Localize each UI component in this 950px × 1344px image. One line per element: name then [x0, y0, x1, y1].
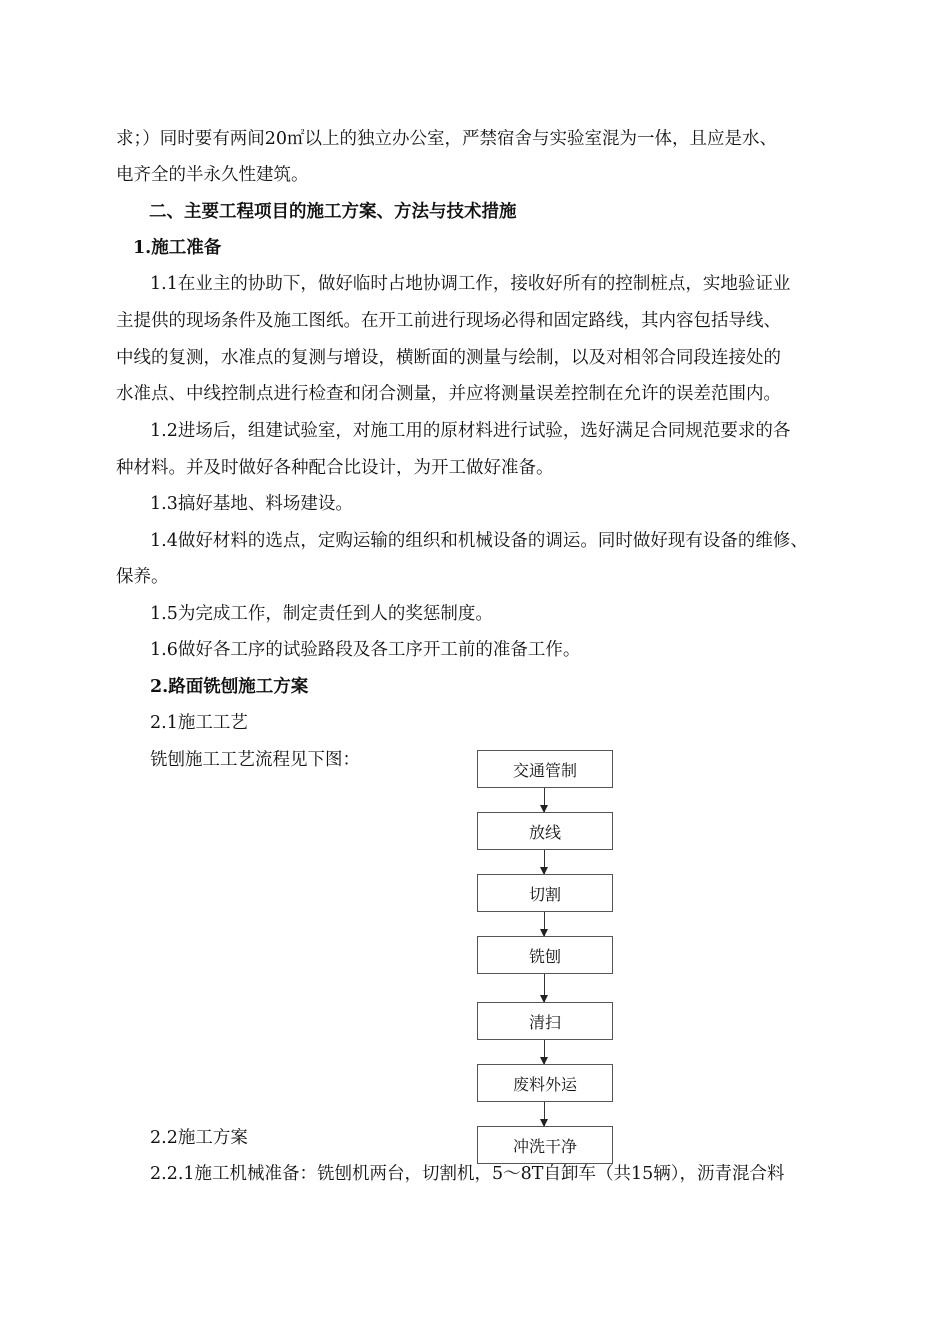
- section-heading: 二、主要工程项目的施工方案、方法与技术措施: [149, 202, 517, 222]
- body-text-line: 1.3搞好基地、料场建设。: [150, 494, 353, 514]
- body-text-line: 2.2施工方案: [150, 1128, 248, 1148]
- body-text-line: 种材料。并及时做好各种配合比设计，为开工做好准备。: [116, 458, 554, 478]
- flow-arrow: [544, 912, 545, 936]
- flow-step: 清扫: [477, 1002, 613, 1040]
- body-text-line: 铣刨施工工艺流程见下图：: [150, 750, 360, 770]
- flow-arrow: [544, 974, 545, 1002]
- body-text-line: 电齐全的半永久性建筑。: [116, 165, 309, 185]
- body-text-line: 主提供的现场条件及施工图纸。在开工前进行现场必得和固定路线，其内容包括导线、: [116, 311, 781, 331]
- flow-step: 切割: [477, 874, 613, 912]
- flow-step: 交通管制: [477, 750, 613, 788]
- flow-step: 冲洗干净: [477, 1126, 613, 1164]
- flow-step: 废料外运: [477, 1064, 613, 1102]
- body-text-line: 1.2进场后，组建试验室，对施工用的原材料进行试验，选好满足合同规范要求的各: [150, 421, 791, 441]
- body-text-line: 2.1施工工艺: [150, 713, 248, 733]
- body-text-line: 1.6做好各工序的试验路段及各工序开工前的准备工作。: [150, 640, 581, 660]
- body-text-line: 1.5为完成工作，制定责任到人的奖惩制度。: [150, 604, 493, 624]
- flow-arrow: [544, 850, 545, 874]
- flow-arrow: [544, 788, 545, 812]
- flow-arrow: [544, 1040, 545, 1064]
- subsection-heading: 1.施工准备: [133, 238, 222, 258]
- body-text-line: 2.2.1施工机械准备：铣刨机两台，切割机，5～8T自卸车（共15辆），沥青混合料: [150, 1164, 785, 1184]
- body-text-line: 水准点、中线控制点进行检查和闭合测量，并应将测量误差控制在允许的误差范围内。: [116, 384, 781, 404]
- body-text-line: 求；）同时要有两间20㎡以上的独立办公室，严禁宿舍与实验室混为一体，且应是水、: [116, 129, 778, 149]
- subsection-heading: 2.路面铣刨施工方案: [150, 677, 309, 697]
- body-text-line: 1.4做好材料的选点，定购运输的组织和机械设备的调运。同时做好现有设备的维修、: [150, 531, 808, 551]
- body-text-line: 1.1在业主的协助下，做好临时占地协调工作，接收好所有的控制桩点，实地验证业: [150, 274, 791, 294]
- flow-step: 放线: [477, 812, 613, 850]
- flow-arrow: [544, 1102, 545, 1126]
- body-text-line: 保养。: [116, 567, 169, 587]
- body-text-line: 中线的复测，水准点的复测与增设，横断面的测量与绘制，以及对相邻合同段连接处的: [116, 348, 781, 368]
- flow-step: 铣刨: [477, 936, 613, 974]
